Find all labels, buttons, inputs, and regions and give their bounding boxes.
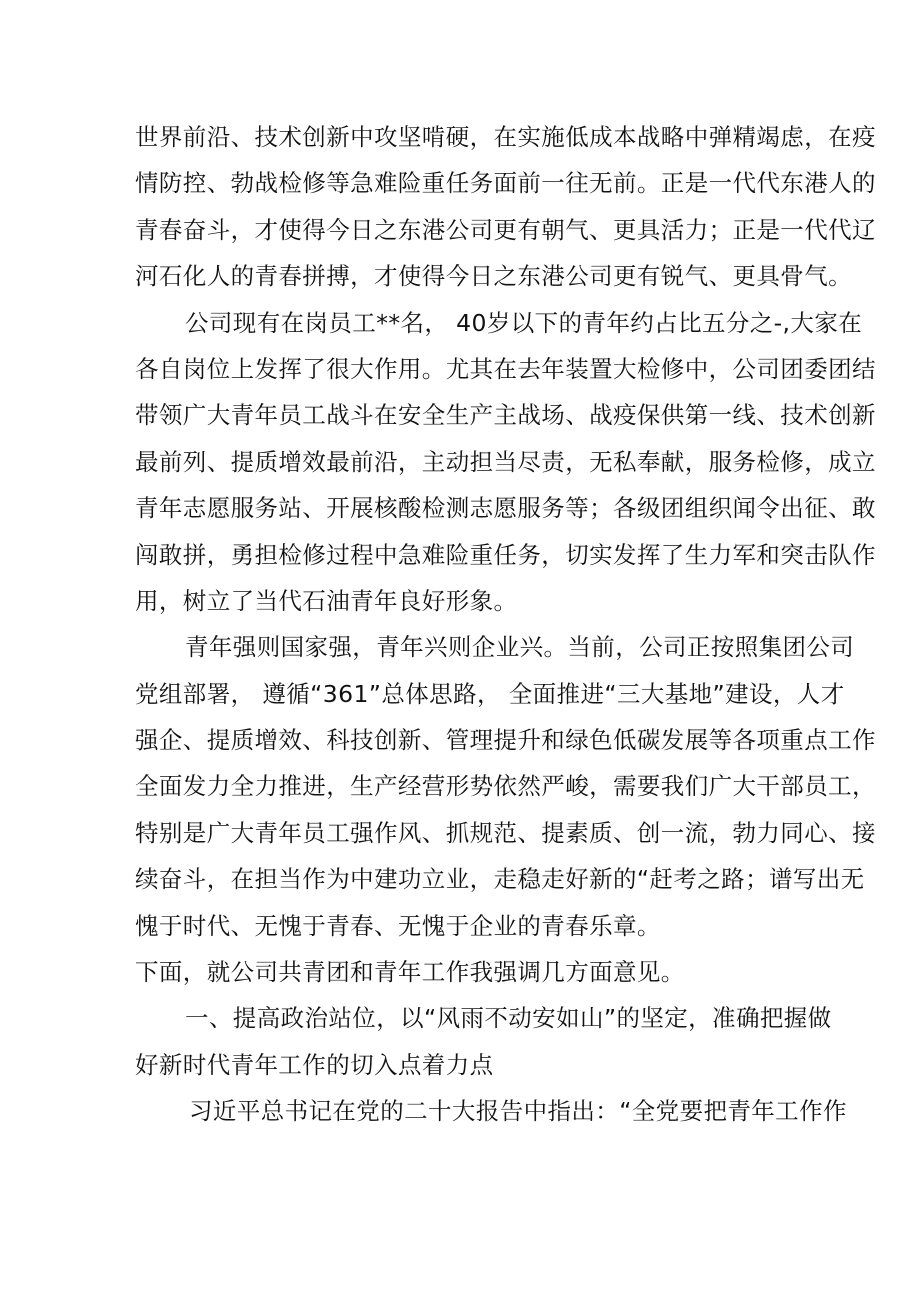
body-line: 青年志愿服务站、开展核酸检测志愿服务等；各级团组织闻令出征、敢	[135, 494, 876, 523]
body-line: 用，树立了当代石油青年良好形象。	[135, 586, 518, 615]
document-body	[135, 114, 876, 1135]
body-line: 党组部署， 遵循“361”总体思路， 全面推进“三大基地”建设，人才	[135, 679, 845, 708]
body-line: 续奋斗，在担当作为中建功立业，走稳走好新的“赶考之路；谱写出无	[135, 865, 865, 894]
body-line: 全面发力全力推进，生产经营形势依然严峻，需要我们广大干部员工，	[135, 772, 876, 801]
paragraph-start-line: 下面，就公司共青团和青年工作我强调几方面意见。	[135, 958, 685, 987]
section-heading-line: 好新时代青年工作的切入点着力点	[135, 1050, 494, 1079]
body-line: 各自岗位上发挥了很大作用。尤其在去年装置大检修中，公司团委团结	[135, 354, 876, 383]
paragraph-start-line: 习近平总书记在党的二十大报告中指出：“全党要把青年工作作	[189, 1097, 847, 1126]
body-line: 最前列、提质增效最前沿，主动担当尽责，无私奉献，服务检修，成立	[135, 447, 876, 476]
body-line: 强企、提质增效、科技创新、管理提升和绿色低碳发展等各项重点工作	[135, 726, 876, 755]
body-line: 河石化人的青春拼搏，才使得今日之东港公司更有锐气、更具骨气。	[135, 262, 852, 291]
body-line: 特别是广大青年员工强作风、抓规范、提素质、创一流，勃力同心、接	[135, 818, 876, 847]
body-line: 情防控、勃战检修等急难险重任务面前一往无前。正是一代代东港人的	[135, 169, 876, 198]
body-line: 青春奋斗，才使得今日之东港公司更有朝气、更具活力；正是一代代辽	[135, 215, 876, 244]
body-line: 闯敢拼，勇担检修过程中急难险重任务，切实发挥了生力军和突击队作	[135, 540, 876, 569]
body-line: 世界前沿、技术创新中攻坚啃硬，在实施低成本战略中弹精竭虑，在疫	[135, 123, 876, 151]
body-line: 愧于时代、无愧于青春、无愧于企业的青春乐章。	[135, 911, 661, 940]
body-line: 带领广大青年员工战斗在安全生产主战场、战疫保供第一线、技术创新	[135, 401, 876, 430]
section-heading-line: 一、提高政治站位，以“风雨不动安如山”的坚定，准确把握做	[185, 1004, 832, 1033]
paragraph-start-line: 公司现有在岗员工**名， 40岁以下的青年约占比五分之-,大家在	[185, 308, 863, 337]
paragraph-start-line: 青年强则国家强，青年兴则企业兴。当前，公司正按照集团公司	[185, 633, 855, 662]
